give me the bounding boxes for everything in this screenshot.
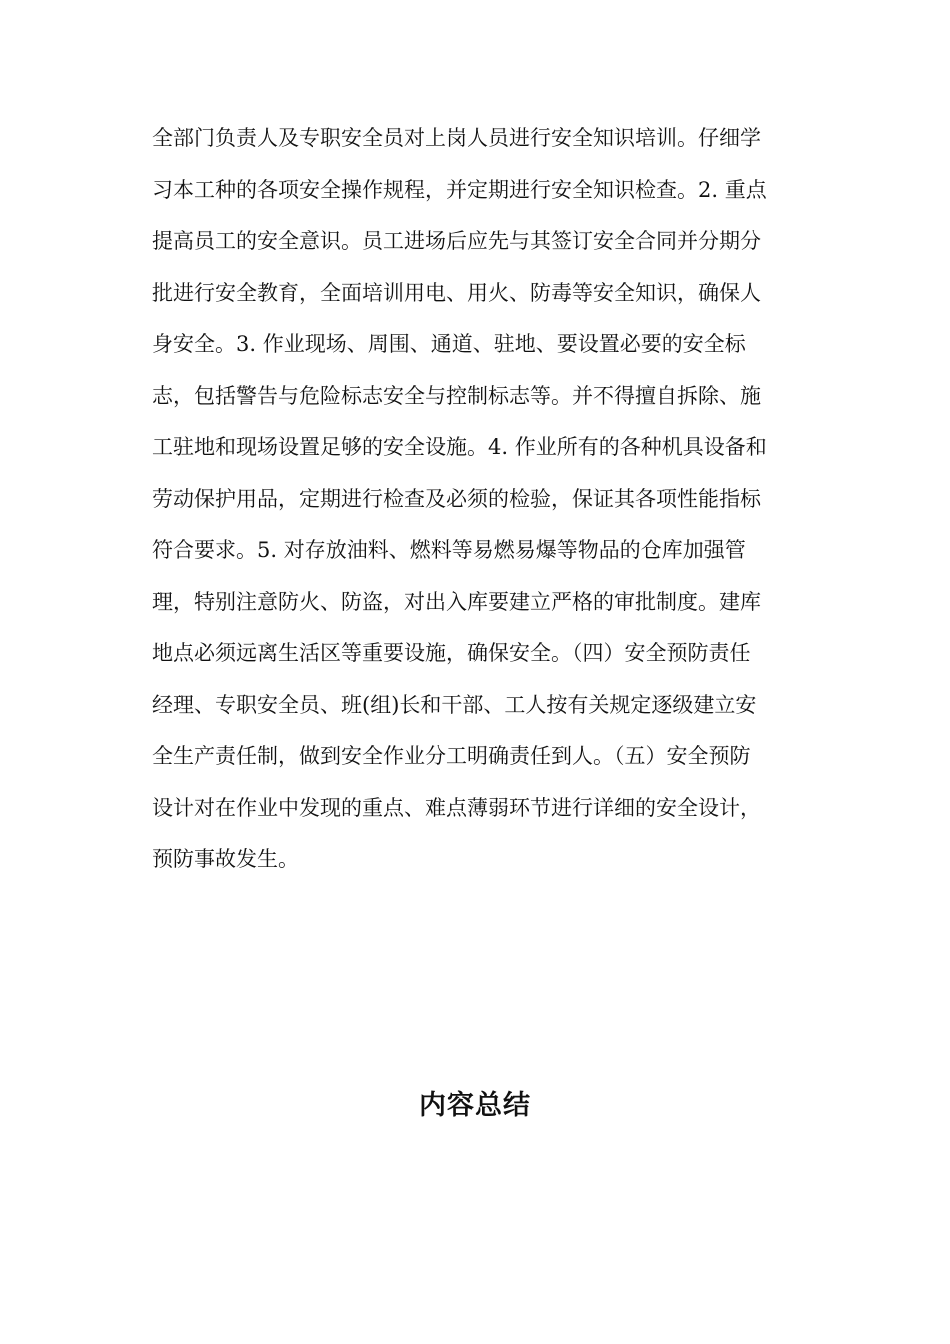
body-paragraph [152, 116, 812, 889]
text-line: 理，特别注意防火、防盗，对出入库要建立严格的审批制度。建库 [152, 589, 761, 614]
text-line: 全部门负责人及专职安全员对上岗人员进行安全知识培训。仔细学 [152, 126, 761, 150]
text-line: 批进行安全教育，全面培训用电、用火、防毒等安全知识，确保人 [152, 280, 761, 305]
text-line: 劳动保护用品，定期进行检查及必须的检验，保证其各项性能指标 [152, 486, 761, 511]
text-line: 全生产责任制，做到安全作业分工明确责任到人。（五）安全预防 [152, 744, 751, 768]
text-line: 身安全。3. 作业现场、周围、通道、驻地、要设置必要的安全标 [152, 332, 746, 356]
text-line: 志，包括警告与危险标志安全与控制标志等。并不得擅自拆除、施 [152, 383, 761, 408]
text-line: 工驻地和现场设置足够的安全设施。4. 作业所有的各种机具设备和 [152, 435, 767, 459]
text-line: 经理、专职安全员、班(组)长和干部、工人按有关规定逐级建立安 [152, 692, 757, 717]
summary-heading: 内容总结 [419, 1090, 531, 1121]
text-line: 预防事故发生。 [152, 847, 299, 871]
text-line: 符合要求。5. 对存放油料、燃料等易燃易爆等物品的仓库加强管 [152, 538, 746, 562]
text-line: 设计对在作业中发现的重点、难点薄弱环节进行详细的安全设计， [152, 795, 761, 820]
text-line: 地点必须远离生活区等重要设施，确保安全。（四）安全预防责任 [152, 641, 751, 665]
text-line: 习本工种的各项安全操作规程，并定期进行安全知识检查。2. 重点 [152, 177, 767, 202]
text-line: 提高员工的安全意识。员工进场后应先与其签订安全合同并分期分 [152, 229, 761, 253]
